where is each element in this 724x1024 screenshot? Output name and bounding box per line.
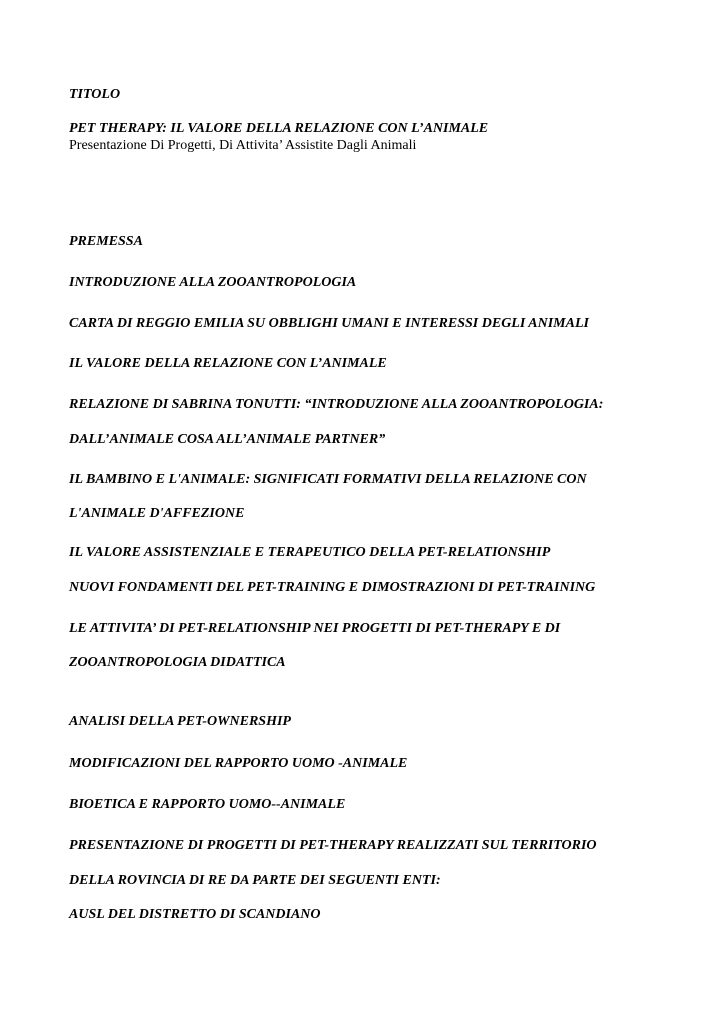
section-bioetica: BIOETICA E RAPPORTO UOMO--ANIMALE — [69, 797, 346, 812]
section-attivita-2: ZOOANTROPOLOGIA DIDATTICA — [69, 655, 286, 670]
section-bambino-2: L'ANIMALE D'AFFEZIONE — [69, 506, 245, 521]
section-bambino-1: IL BAMBINO E L'ANIMALE: SIGNIFICATI FORMATIVI DELLA RELAZIONE CON — [69, 472, 587, 487]
title-label: TITOLO — [69, 87, 121, 102]
document-subtitle: Presentazione Di Progetti, Di Attivita’ Assistite Dagli Animali — [69, 138, 417, 153]
document-title: PET THERAPY: IL VALORE DELLA RELAZIONE CON L’ANIMALE — [69, 121, 489, 136]
section-pet-training: NUOVI FONDAMENTI DEL PET-TRAINING E DIMOSTRAZIONI DI PET-TRAINING — [69, 580, 596, 595]
section-presentazione-2: DELLA ROVINCIA DI RE DA PARTE DEI SEGUENTI ENTI: — [69, 873, 441, 888]
section-premessa: PREMESSA — [69, 234, 143, 249]
section-presentazione-1: PRESENTAZIONE DI PROGETTI DI PET-THERAPY REALIZZATI SUL TERRITORIO — [69, 838, 597, 853]
section-pet-ownership: ANALISI DELLA PET-OWNERSHIP — [69, 714, 291, 729]
section-valore-assistenziale: IL VALORE ASSISTENZIALE E TERAPEUTICO DELLA PET-RELATIONSHIP — [69, 545, 551, 560]
section-carta-reggio: CARTA DI REGGIO EMILIA SU OBBLIGHI UMANI E INTERESSI DEGLI ANIMALI — [69, 316, 589, 331]
section-zooantropologia: INTRODUZIONE ALLA ZOOANTROPOLOGIA — [69, 275, 357, 290]
section-relazione-tonutti-2: DALL’ANIMALE COSA ALL’ANIMALE PARTNER” — [69, 432, 386, 447]
section-modificazioni: MODIFICAZIONI DEL RAPPORTO UOMO -ANIMALE — [69, 756, 408, 771]
section-relazione-tonutti-1: RELAZIONE DI SABRINA TONUTTI: “INTRODUZIONE ALLA ZOOANTROPOLOGIA: — [69, 397, 604, 412]
section-ausl: AUSL DEL DISTRETTO DI SCANDIANO — [69, 907, 321, 922]
section-valore-relazione: IL VALORE DELLA RELAZIONE CON L’ANIMALE — [69, 356, 387, 371]
section-attivita-1: LE ATTIVITA’ DI PET-RELATIONSHIP NEI PROGETTI DI PET-THERAPY E DI — [69, 621, 561, 636]
